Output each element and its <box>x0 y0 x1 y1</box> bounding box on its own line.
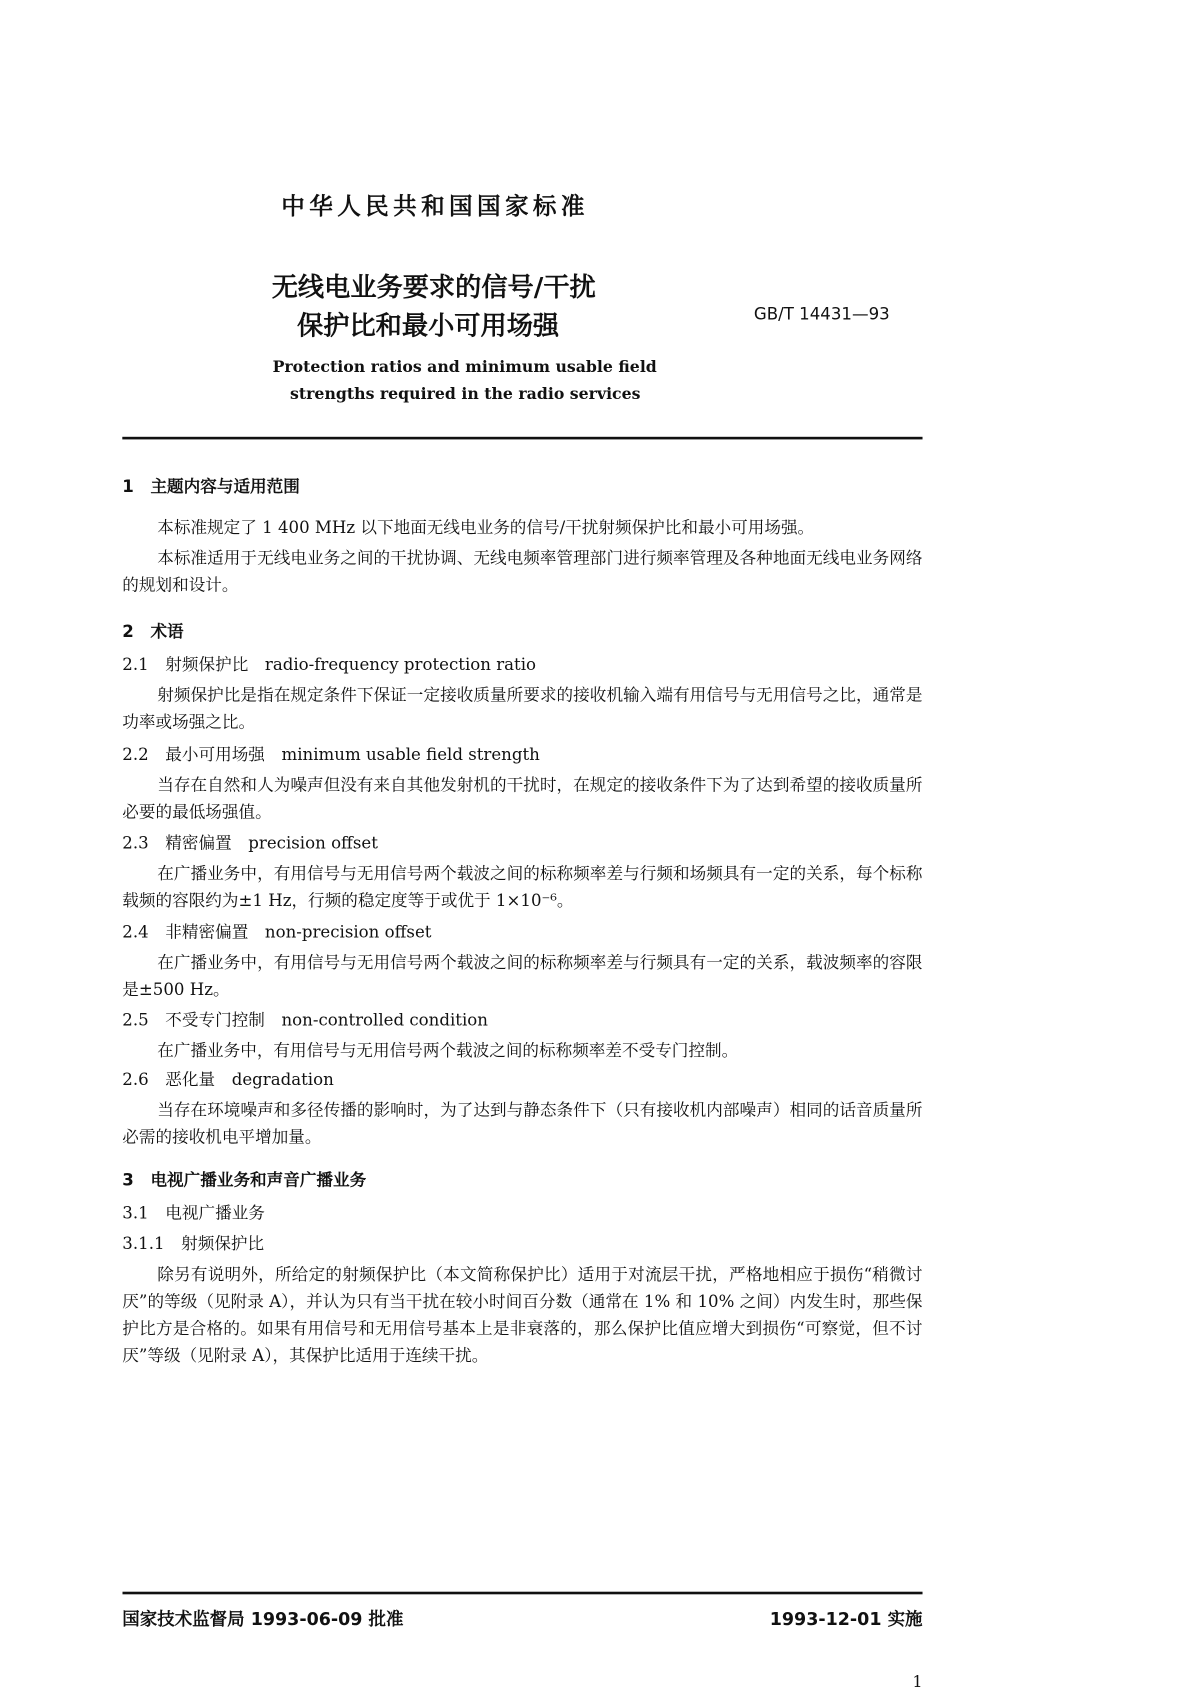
english-title-line1: Protection ratios and minimum usable field <box>272 358 657 377</box>
section-1-heading: 1 主题内容与适用范围 <box>122 476 300 497</box>
term-2-1-definition: 射频保护比是指在规定条件下保证一定接收质量所要求的接收机输入端有用信号与无用信号之比，通常是功率或场强之比。 <box>122 685 923 733</box>
section-2-heading: 2 术语 <box>122 622 184 642</box>
term-2-6: 2.6 恶化量 degradation <box>122 1070 334 1090</box>
english-title-line2: strengths required in the radio services <box>290 385 641 404</box>
standard-number: GB/T 14431—93 <box>753 304 890 325</box>
approval-date: 国家技术监督局 1993-06-09 批准 <box>122 1608 404 1630</box>
country-standard-title: 中华人民共和国国家标准 <box>281 193 589 221</box>
term-2-6-definition: 当存在环境噪声和多径传播的影响时，为了达到与静态条件下（只有接收机内部噪声）相同的话音质量所必需的接收机电平增加量。 <box>122 1100 923 1148</box>
page-number: 1 <box>912 1672 923 1691</box>
term-2-5-definition: 在广播业务中，有用信号与无用信号两个载波之间的标称频率差不受专门控制。 <box>157 1041 739 1061</box>
document-title-line2: 保护比和最小可用场强 <box>297 311 560 342</box>
term-2-1: 2.1 射频保护比 radio-frequency protection ratio <box>122 655 537 675</box>
effective-date: 1993-12-01 实施 <box>769 1608 923 1630</box>
section-3-heading: 3 电视广播业务和声音广播业务 <box>122 1170 367 1190</box>
term-2-5: 2.5 不受专门控制 non-controlled condition <box>122 1010 488 1030</box>
term-2-3: 2.3 精密偏置 precision offset <box>122 833 378 853</box>
header-divider <box>122 437 922 440</box>
subsection-3-1-1: 3.1.1 射频保护比 <box>122 1234 265 1254</box>
term-2-4: 2.4 非精密偏置 non-precision offset <box>122 922 432 942</box>
subsection-3-1: 3.1 电视广播业务 <box>122 1203 265 1224</box>
document-title-line1: 无线电业务要求的信号/干扰 <box>271 272 596 304</box>
term-2-4-definition: 在广播业务中，有用信号与无用信号两个载波之间的标称频率差与行频具有一定的关系，载波频率的容限是±500 Hz。 <box>122 953 923 1000</box>
footer-divider <box>122 1592 922 1595</box>
term-2-2: 2.2 最小可用场强 minimum usable field strength <box>122 745 540 765</box>
section-1-paragraph-1: 本标准规定了 1 400 MHz 以下地面无线电业务的信号/干扰射频保护比和最小可用场强。 <box>157 518 815 538</box>
section-1-paragraph-2: 本标准适用于无线电业务之间的干扰协调、无线电频率管理部门进行频率管理及各种地面无线电业务网络的规划和设计。 <box>122 548 923 595</box>
term-2-2-definition: 当存在自然和人为噪声但没有来自其他发射机的干扰时，在规定的接收条件下为了达到希望的接收质量所必要的最低场强值。 <box>122 775 923 823</box>
term-2-3-definition: 在广播业务中，有用信号与无用信号两个载波之间的标称频率差与行频和场频具有一定的关系，每个标称载频的容限约为±1 Hz，行频的稳定度等于或优于 1×10⁻⁶。 <box>122 863 923 911</box>
subsection-3-1-1-paragraph: 除另有说明外，所给定的射频保护比（本文简称保护比）适用于对流层干扰，严格地相应于损伤“稍微讨厌”的等级（见附录 A），并认为只有当干扰在较小时间百分数（通常在 1% 和 10% 之间）内发生时，那些保护比方是合格的。如果有用信号和无用信号基本上是非衰落的，那么保护比值应增大到损伤“可察觉，但不讨厌”等级（见附录 A），其保护比适用于连续干扰。 <box>122 1264 923 1366</box>
